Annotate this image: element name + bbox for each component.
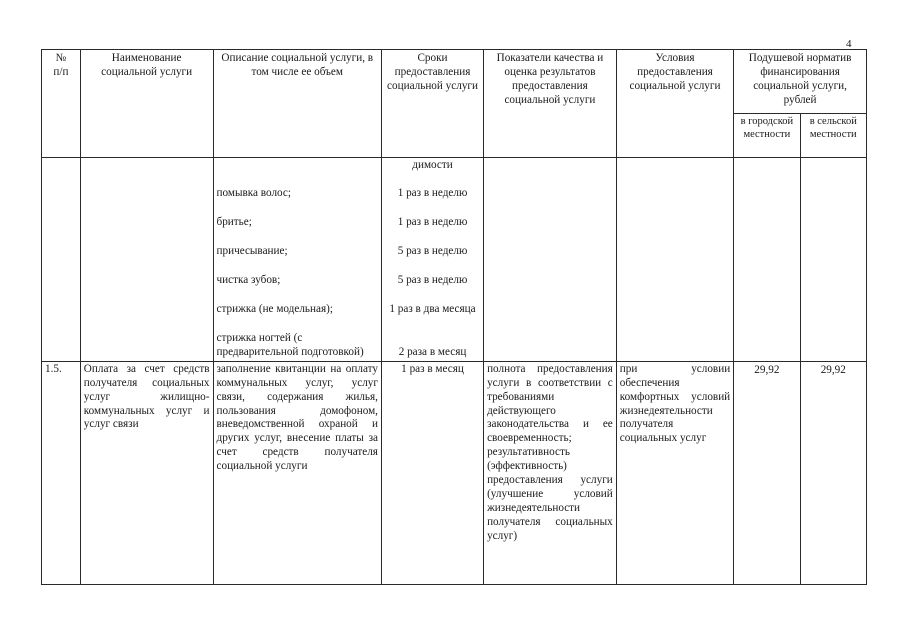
row-rural-norm-cell <box>800 361 866 584</box>
cont-description-line: стрижка ногтей (с предварительной подготовкой) <box>216 332 364 358</box>
cont-term-line: 1 раз в неделю <box>397 187 468 199</box>
cont-term-line: 1 раз в два месяца <box>389 303 476 315</box>
header-name: Наименование социальной услуги <box>80 50 213 158</box>
cont-term-line: 2 раза в месяц <box>398 346 467 358</box>
table-header-row <box>42 50 867 114</box>
row-rural-norm: 29,92 <box>820 363 846 376</box>
cont-description-line: причесывание; <box>216 245 288 257</box>
row-city-norm: 29,92 <box>754 363 780 376</box>
cont-num-cell <box>42 158 81 362</box>
cont-term-line: 5 раз в неделю <box>397 245 468 257</box>
cont-description-line: стрижка (не модельная); <box>216 303 333 315</box>
cont-term-line: 5 раз в неделю <box>397 274 468 286</box>
cont-description-line: помывка волос; <box>216 187 291 199</box>
header-description: Описание социальной услуги, в том числе ее объем <box>213 50 381 158</box>
header-terms: Сроки предоставления социальной услуги <box>381 50 483 158</box>
row-quality: полнота предоставления услуги в соответствии с требованиями действующего законодательства и ее своевременность; результативность (эффективность) предоставления услуги (улучшение условий жизнедеятельности получателя социальных услуг) <box>484 361 617 584</box>
cont-name-cell <box>80 158 213 362</box>
page-number: 4 <box>846 38 852 50</box>
table-row-1-5 <box>42 361 867 584</box>
row-term: 1 раз в месяц <box>381 361 483 584</box>
cont-quality-cell <box>484 158 617 362</box>
row-description: заполнение квитанции на оплату коммунальных услуг, услуг связи, содержания жилья, пользования домофоном, вневедомственной охраной и других услуг, внесение платы за счет средств получателя социальной услуги <box>213 361 381 584</box>
row-conditions: при условии обеспечения комфортных условий жизнедеятельности получателя социальных услуг <box>616 361 733 584</box>
cont-city-cell <box>734 158 800 362</box>
header-norm: Подушевой норматив финансирования социальной услуги, рублей <box>734 50 867 114</box>
header-conditions: Условия предоставления социальной услуги <box>616 50 733 158</box>
header-city: в городской местности <box>734 114 800 158</box>
cont-description-line <box>217 159 378 187</box>
row-service-name: Оплата за счет средств получателя социальных услуг жилищно-коммунальных услуг и услуг связи <box>80 361 213 584</box>
row-city-norm-cell <box>734 361 800 584</box>
cont-conditions-cell <box>616 158 733 362</box>
cont-terms-cell <box>381 158 483 362</box>
cont-rural-cell <box>800 158 866 362</box>
cont-description-line: бритье; <box>216 216 252 228</box>
header-quality: Показатели качества и оценка результатов предоставления социальной услуги <box>484 50 617 158</box>
social-services-table <box>41 49 867 585</box>
cont-description-line: чистка зубов; <box>216 274 281 286</box>
cont-term-line: димости <box>412 159 453 171</box>
table-row-continuation <box>42 158 867 362</box>
header-rural: в сельской местности <box>800 114 866 158</box>
cont-description-cell <box>213 158 381 362</box>
row-num: 1.5. <box>42 361 81 584</box>
cont-term-line: 1 раз в неделю <box>397 216 468 228</box>
header-num: № п/п <box>42 50 81 158</box>
